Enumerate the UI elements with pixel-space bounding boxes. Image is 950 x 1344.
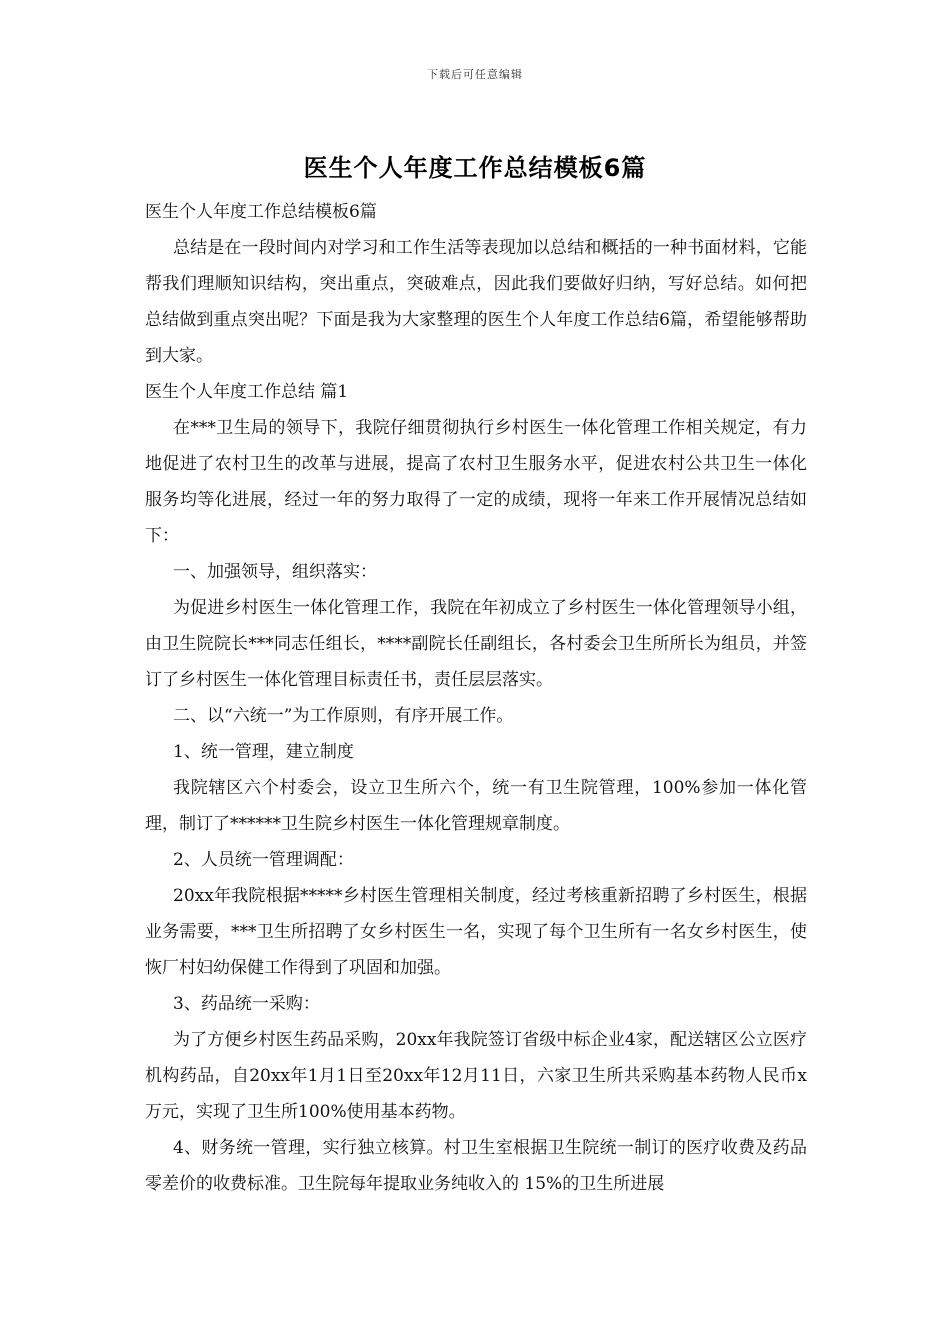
header-note: 下载后可任意编辑 [427,68,523,81]
subtitle-line: 医生个人年度工作总结模板6篇 [145,202,377,222]
body-paragraph: 我院辖区六个村委会，设立卫生所六个，统一有卫生院管理，100%参加一体化管理，制订了******卫生院乡村医生一体化管理规章制度。 [145,778,807,834]
list-heading: 一、加强领导，组织落实： [173,562,377,582]
body-paragraph: 在***卫生局的领导下，我院仔细贯彻执行乡村医生一体化管理工作相关规定，有力地促进了农村卫生的改革与进展，提高了农村卫生服务水平，促进农村公共卫生一体化服务均等化进展，经过一年的努力取得了一定的成绩，现将一年来工作开展情况总结如下： [145,418,807,546]
list-heading: 二、以“六统一”为工作原则，有序开展工作。 [173,706,514,726]
list-heading: 1、统一管理，建立制度 [173,742,354,762]
body-paragraph: 4、财务统一管理，实行独立核算。村卫生室根据卫生院统一制订的医疗收费及药品零差价的收费标准。卫生院每年提取业务纯收入的 15%的卫生所进展 [145,1138,807,1194]
document-body [145,194,807,1202]
intro-paragraph: 总结是在一段时间内对学习和工作生活等表现加以总结和概括的一种书面材料，它能帮我们理顺知识结构，突出重点，突破难点，因此我们要做好归纳，写好总结。如何把总结做到重点突出呢？下面是我为大家整理的医生个人年度工作总结6篇，希望能够帮助到大家。 [145,238,807,366]
body-paragraph: 为促进乡村医生一体化管理工作，我院在年初成立了乡村医生一体化管理领导小组，由卫生院院长***同志任组长，****副院长任副组长，各村委会卫生所所长为组员，并签订了乡村医生一体化管理目标责任书，责任层层落实。 [145,598,807,690]
body-paragraph: 20xx年我院根据*****乡村医生管理相关制度，经过考核重新招聘了乡村医生，根据业务需要，***卫生所招聘了女乡村医生一名，实现了每个卫生所有一名女乡村医生，使恢厂村妇幼保健工作得到了巩固和加强。 [145,886,807,978]
document-title: 医生个人年度工作总结模板6篇 [303,154,647,182]
section-heading: 医生个人年度工作总结 篇1 [145,382,349,402]
list-heading: 3、药品统一采购： [173,994,320,1014]
list-heading: 2、人员统一管理调配： [173,850,354,870]
body-paragraph: 为了方便乡村医生药品采购，20xx年我院签订省级中标企业4家，配送辖区公立医疗机构药品，自20xx年1月1日至20xx年12月11日，六家卫生所共采购基本药物人民币x万元，实现了卫生所100%使用基本药物。 [145,1030,807,1122]
